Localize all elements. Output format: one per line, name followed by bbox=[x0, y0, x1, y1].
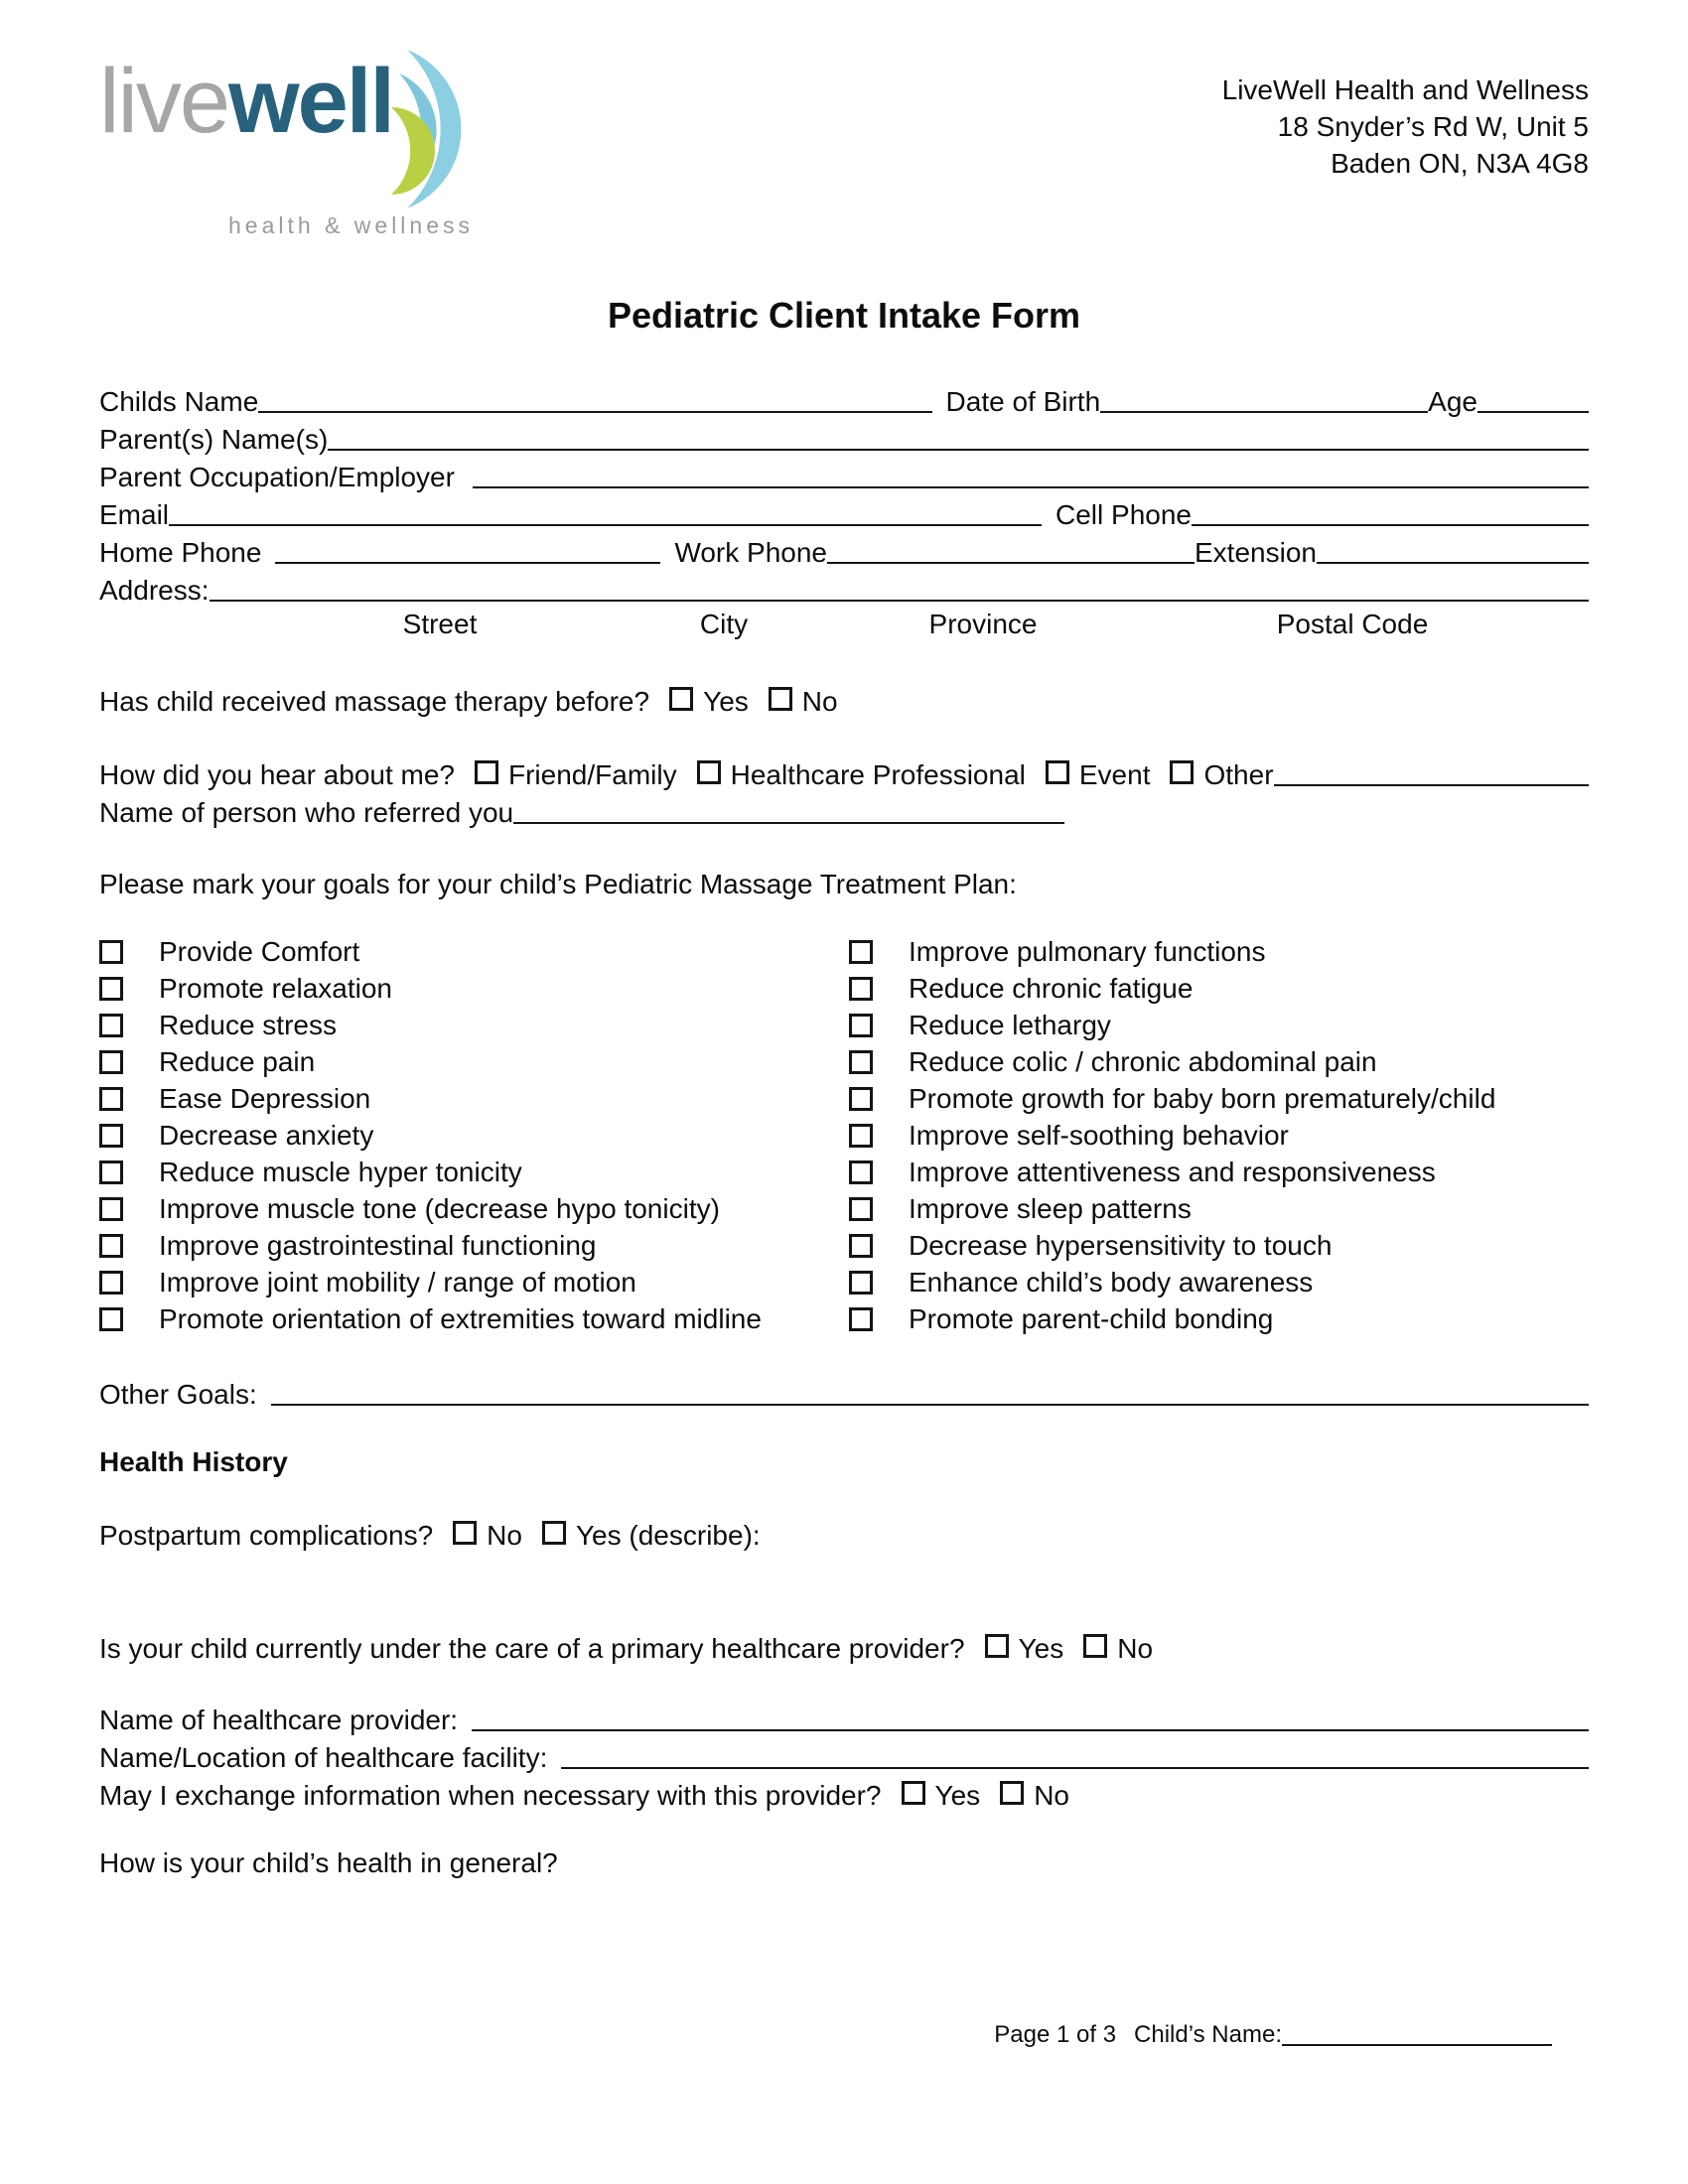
exchange-no-checkbox[interactable] bbox=[1000, 1781, 1024, 1805]
row-hear-about bbox=[99, 753, 1589, 791]
work-phone-input[interactable] bbox=[827, 562, 1195, 564]
goals-intro-label: Please mark your goals for your child’s Pediatric Massage Treatment Plan: bbox=[99, 869, 1017, 899]
row-other-goals bbox=[99, 1373, 1589, 1411]
postpartum-yes-label: Yes (describe): bbox=[575, 1520, 761, 1551]
street-label: Street bbox=[402, 609, 478, 639]
goal-item bbox=[99, 1190, 849, 1227]
goal-label: Decrease hypersensitivity to touch bbox=[909, 1229, 1333, 1261]
province-label: Province bbox=[928, 609, 1038, 639]
home-phone-label: Home Phone bbox=[99, 537, 262, 568]
hear-healthcare-checkbox[interactable] bbox=[697, 760, 721, 784]
extension-input[interactable] bbox=[1317, 562, 1589, 564]
row-email-cell bbox=[99, 493, 1589, 531]
goal-label: Improve joint mobility / range of motion bbox=[159, 1266, 636, 1297]
provider-no-label: No bbox=[1117, 1633, 1154, 1664]
goal-checkbox[interactable] bbox=[849, 1014, 873, 1037]
row-goals-intro bbox=[99, 863, 1589, 900]
goal-item bbox=[99, 1117, 849, 1154]
goal-checkbox[interactable] bbox=[849, 1271, 873, 1295]
goal-checkbox[interactable] bbox=[849, 1197, 873, 1221]
clinic-name: LiveWell Health and Wellness bbox=[1221, 74, 1589, 105]
row-referred bbox=[99, 791, 1589, 829]
row-phones bbox=[99, 531, 1589, 569]
city-label: City bbox=[699, 609, 749, 639]
massage-before-label: Has child received massage therapy before? bbox=[99, 686, 650, 717]
hear-about-label: How did you hear about me? bbox=[99, 759, 455, 790]
email-label: Email bbox=[99, 499, 170, 530]
goal-label: Reduce chronic fatigue bbox=[909, 972, 1194, 1004]
goals-columns bbox=[99, 933, 1589, 1337]
hear-healthcare-label: Healthcare Professional bbox=[730, 759, 1026, 790]
goal-item bbox=[849, 1043, 1589, 1080]
goal-item bbox=[849, 1080, 1589, 1117]
logo-live-text: live bbox=[99, 51, 229, 152]
cell-phone-input[interactable] bbox=[1192, 524, 1589, 526]
home-phone-input[interactable] bbox=[275, 562, 660, 564]
goal-item bbox=[849, 1227, 1589, 1264]
goal-item bbox=[99, 1264, 849, 1300]
goal-label: Reduce stress bbox=[159, 1009, 337, 1040]
parents-names-input[interactable] bbox=[328, 449, 1589, 451]
goal-label: Reduce lethargy bbox=[909, 1009, 1111, 1040]
goal-checkbox[interactable] bbox=[99, 1234, 123, 1258]
goal-checkbox[interactable] bbox=[99, 1050, 123, 1074]
parent-occupation-label: Parent Occupation/Employer bbox=[99, 462, 455, 492]
row-childs-name bbox=[99, 380, 1589, 418]
goal-label: Improve self-soothing behavior bbox=[909, 1119, 1289, 1151]
goal-item bbox=[849, 1117, 1589, 1154]
goal-checkbox[interactable] bbox=[99, 977, 123, 1001]
cell-phone-label: Cell Phone bbox=[1055, 499, 1192, 530]
email-input[interactable] bbox=[169, 524, 1042, 526]
goal-item bbox=[99, 1007, 849, 1043]
exchange-label: May I exchange information when necessary with this provider? bbox=[99, 1780, 882, 1811]
goal-checkbox[interactable] bbox=[99, 1087, 123, 1111]
facility-label: Name/Location of healthcare facility: bbox=[99, 1742, 548, 1773]
hear-event-label: Event bbox=[1078, 759, 1151, 790]
dob-input[interactable] bbox=[1100, 411, 1428, 413]
other-goals-label: Other Goals: bbox=[99, 1379, 257, 1410]
goal-item bbox=[849, 970, 1589, 1007]
goal-label: Promote parent-child bonding bbox=[909, 1302, 1274, 1334]
postpartum-yes-checkbox[interactable] bbox=[542, 1521, 566, 1545]
clinic-city: Baden ON, N3A 4G8 bbox=[1331, 148, 1589, 179]
goal-item bbox=[99, 970, 849, 1007]
goal-label: Promote relaxation bbox=[159, 972, 393, 1004]
goal-label: Improve gastrointestinal functioning bbox=[159, 1229, 597, 1261]
row-parents-names bbox=[99, 418, 1589, 456]
goal-label: Ease Depression bbox=[159, 1082, 371, 1114]
goal-label: Improve attentiveness and responsiveness bbox=[909, 1156, 1436, 1187]
goal-label: Improve pulmonary functions bbox=[909, 935, 1266, 967]
goal-checkbox[interactable] bbox=[99, 1124, 123, 1148]
postpartum-label: Postpartum complications? bbox=[99, 1520, 434, 1551]
age-label: Age bbox=[1428, 386, 1477, 417]
goal-checkbox[interactable] bbox=[849, 1307, 873, 1331]
goal-item bbox=[849, 1154, 1589, 1190]
parent-occupation-input[interactable] bbox=[473, 486, 1589, 488]
goal-checkbox[interactable] bbox=[99, 940, 123, 964]
footer-childs-name-label: Child’s Name: bbox=[1134, 2021, 1282, 2048]
goal-item bbox=[849, 933, 1589, 970]
goal-label: Reduce colic / chronic abdominal pain bbox=[909, 1045, 1377, 1077]
parents-names-label: Parent(s) Name(s) bbox=[99, 424, 329, 455]
row-provider-name bbox=[99, 1699, 1589, 1736]
provider-name-label: Name of healthcare provider: bbox=[99, 1705, 459, 1735]
logo-well-text: well bbox=[228, 51, 393, 152]
row-health-history-heading bbox=[99, 1440, 1589, 1478]
goal-label: Improve muscle tone (decrease hypo tonicity) bbox=[159, 1192, 720, 1224]
goal-label: Decrease anxiety bbox=[159, 1119, 374, 1151]
provider-name-input[interactable] bbox=[472, 1729, 1589, 1731]
work-phone-label: Work Phone bbox=[674, 537, 827, 568]
goal-checkbox[interactable] bbox=[849, 1124, 873, 1148]
primary-provider-label: Is your child currently under the care of a primary healthcare provider? bbox=[99, 1633, 965, 1664]
massage-yes-checkbox[interactable] bbox=[669, 687, 693, 711]
hear-friend-checkbox[interactable] bbox=[475, 760, 498, 784]
goal-checkbox[interactable] bbox=[849, 1234, 873, 1258]
row-postpartum bbox=[99, 1514, 1589, 1552]
goal-item bbox=[99, 1227, 849, 1264]
hear-other-input[interactable] bbox=[1274, 784, 1589, 786]
goal-checkbox[interactable] bbox=[99, 1014, 123, 1037]
goal-label: Reduce pain bbox=[159, 1045, 316, 1077]
row-facility bbox=[99, 1736, 1589, 1774]
goal-label: Improve sleep patterns bbox=[909, 1192, 1192, 1224]
referred-label: Name of person who referred you bbox=[99, 797, 514, 828]
goal-item bbox=[99, 1043, 849, 1080]
hear-other-label: Other bbox=[1203, 759, 1274, 790]
hear-other-checkbox[interactable] bbox=[1170, 760, 1194, 784]
goal-label: Promote growth for baby born prematurely/child bbox=[909, 1082, 1496, 1114]
row-address bbox=[99, 569, 1589, 607]
goal-checkbox[interactable] bbox=[99, 1271, 123, 1295]
goal-item bbox=[99, 1300, 849, 1337]
row-general-health bbox=[99, 1842, 1589, 1879]
massage-no-checkbox[interactable] bbox=[769, 687, 792, 711]
goal-item bbox=[849, 1007, 1589, 1043]
row-parent-occupation bbox=[99, 456, 1589, 493]
goal-label: Provide Comfort bbox=[159, 935, 360, 967]
hear-event-checkbox[interactable] bbox=[1046, 760, 1069, 784]
logo-swoosh-icon bbox=[389, 46, 492, 208]
hear-friend-label: Friend/Family bbox=[508, 759, 677, 790]
goal-item bbox=[99, 933, 849, 970]
goal-item bbox=[99, 1154, 849, 1190]
goal-label: Promote orientation of extremities toward midline bbox=[159, 1302, 762, 1334]
goals-column-right bbox=[849, 933, 1589, 1337]
goal-checkbox[interactable] bbox=[849, 1050, 873, 1074]
facility-input[interactable] bbox=[561, 1767, 1589, 1769]
health-history-heading: Health History bbox=[99, 1446, 288, 1477]
goal-item bbox=[99, 1080, 849, 1117]
goal-label: Reduce muscle hyper tonicity bbox=[159, 1156, 522, 1187]
goal-checkbox[interactable] bbox=[849, 977, 873, 1001]
provider-yes-checkbox[interactable] bbox=[985, 1634, 1009, 1658]
address-input[interactable] bbox=[210, 600, 1590, 602]
page-number: Page 1 of 3 bbox=[994, 2021, 1117, 2048]
dob-label: Date of Birth bbox=[945, 386, 1101, 417]
goal-checkbox[interactable] bbox=[849, 940, 873, 964]
age-input[interactable] bbox=[1477, 411, 1589, 413]
row-massage-before bbox=[99, 680, 1589, 718]
address-label: Address: bbox=[99, 575, 210, 606]
form-title: Pediatric Client Intake Form bbox=[607, 295, 1081, 336]
other-goals-input[interactable] bbox=[271, 1404, 1589, 1406]
goal-item bbox=[849, 1264, 1589, 1300]
goal-checkbox[interactable] bbox=[99, 1307, 123, 1331]
provider-no-checkbox[interactable] bbox=[1083, 1634, 1107, 1658]
goals-column-left bbox=[99, 933, 849, 1337]
goal-checkbox[interactable] bbox=[849, 1087, 873, 1111]
massage-no-label: No bbox=[801, 686, 838, 717]
childs-name-label: Childs Name bbox=[99, 386, 259, 417]
goal-checkbox[interactable] bbox=[99, 1160, 123, 1184]
clinic-address bbox=[1222, 56, 1589, 182]
general-health-label: How is your child’s health in general? bbox=[99, 1847, 558, 1878]
childs-name-input[interactable] bbox=[258, 411, 931, 413]
logo-wordmark bbox=[99, 51, 492, 208]
page-footer bbox=[994, 2021, 1552, 2049]
postpartum-no-checkbox[interactable] bbox=[453, 1521, 477, 1545]
address-sublabels bbox=[99, 607, 1589, 644]
row-exchange bbox=[99, 1774, 1589, 1812]
postpartum-no-label: No bbox=[487, 1520, 522, 1551]
header bbox=[99, 51, 1589, 239]
row-primary-provider bbox=[99, 1627, 1589, 1665]
clinic-street: 18 Snyder’s Rd W, Unit 5 bbox=[1277, 111, 1589, 142]
footer-childs-name-input[interactable] bbox=[1282, 2044, 1552, 2046]
exchange-no-label: No bbox=[1034, 1780, 1069, 1811]
referred-input[interactable] bbox=[513, 822, 1064, 824]
postal-code-label: Postal Code bbox=[1276, 609, 1429, 639]
goal-item bbox=[849, 1300, 1589, 1337]
logo-tagline: health & wellness bbox=[228, 212, 474, 238]
massage-yes-label: Yes bbox=[703, 686, 749, 717]
goal-checkbox[interactable] bbox=[99, 1197, 123, 1221]
logo bbox=[99, 51, 492, 239]
goal-item bbox=[849, 1190, 1589, 1227]
goal-label: Enhance child’s body awareness bbox=[909, 1266, 1314, 1297]
extension-label: Extension bbox=[1195, 537, 1317, 568]
goal-checkbox[interactable] bbox=[849, 1160, 873, 1184]
exchange-yes-checkbox[interactable] bbox=[902, 1781, 925, 1805]
exchange-yes-label: Yes bbox=[934, 1780, 981, 1811]
provider-yes-label: Yes bbox=[1018, 1633, 1064, 1664]
